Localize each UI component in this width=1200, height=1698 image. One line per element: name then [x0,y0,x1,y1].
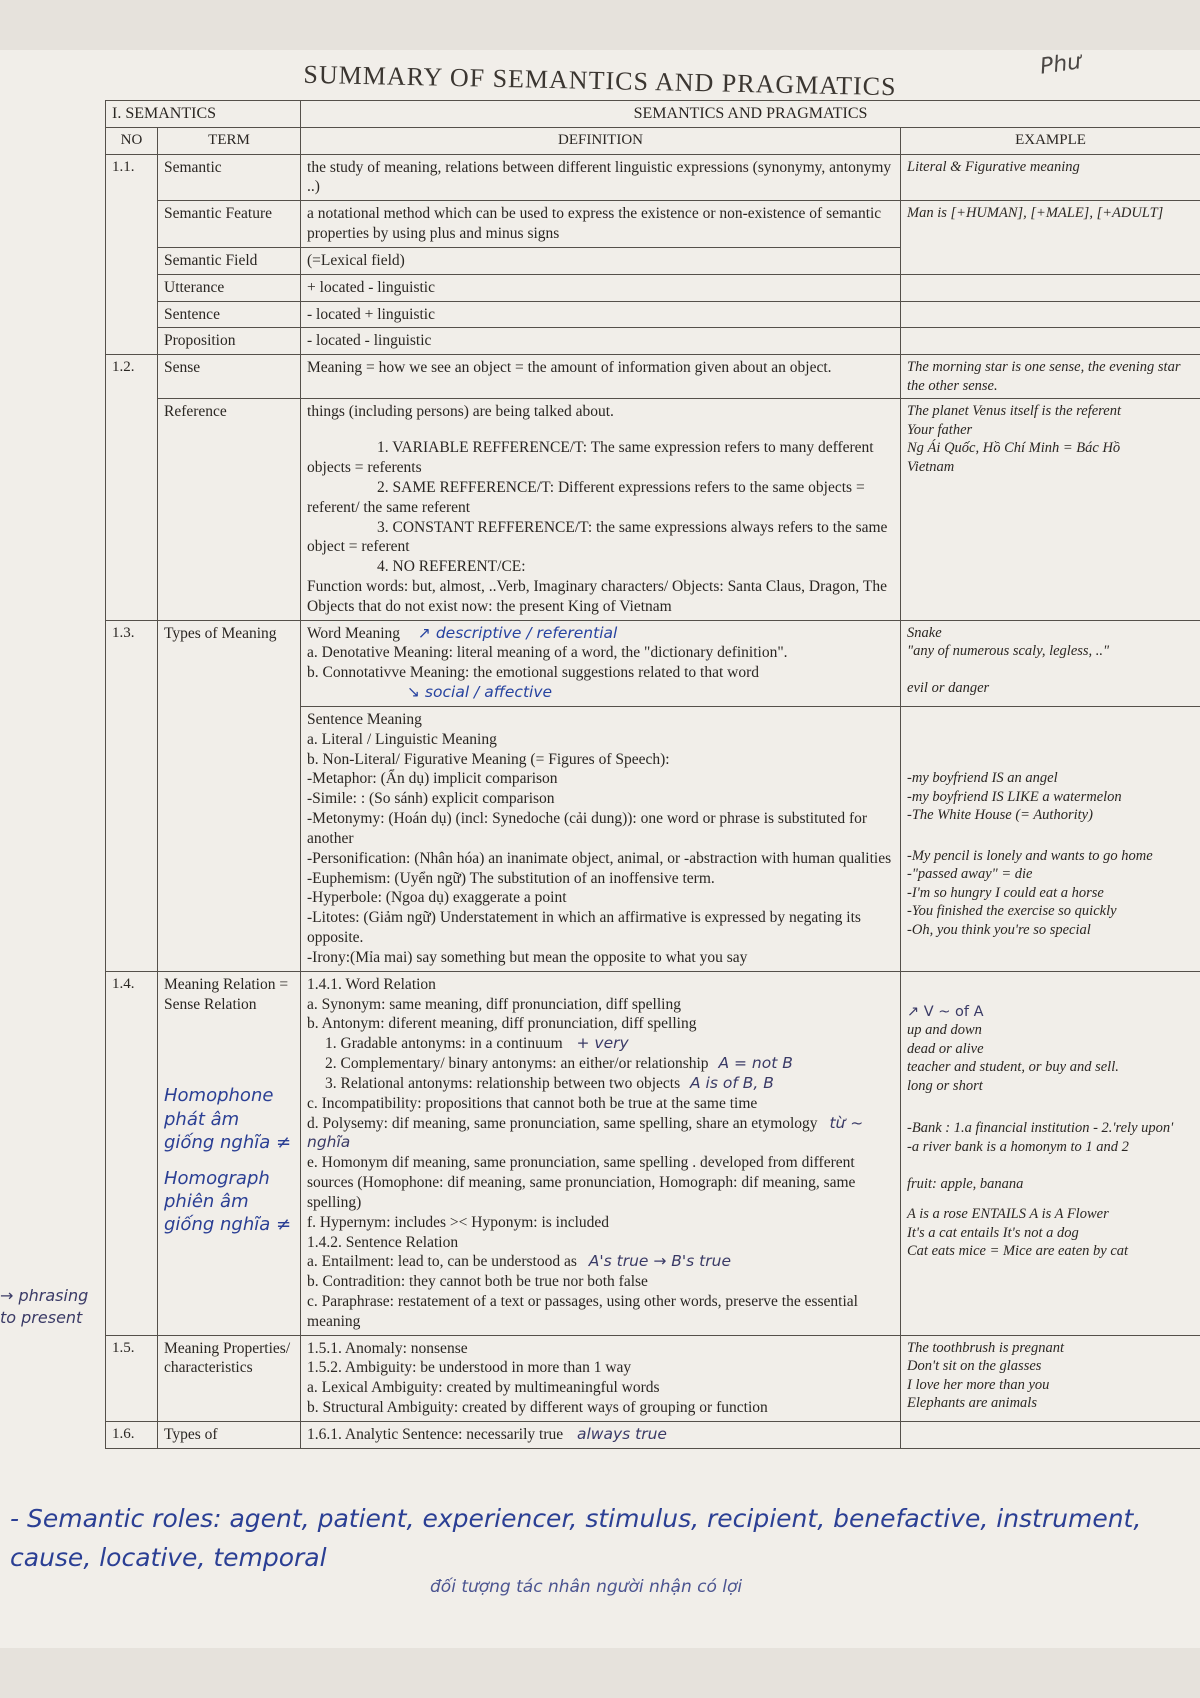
example-line: -Oh, you think you're so special [907,921,1091,938]
example-line: -my boyfriend IS an angel [907,769,1058,786]
table-row [106,154,1200,201]
definition-line: -Litotes: (Giảm ngữ) Understatement in which an affirmative is expressed by negating its opposite. [307,909,861,947]
definition-line: -Simile: : (So sánh) explicit comparison [307,790,555,808]
polysemy-text: d. Polysemy: dif meaning, same pronunciation, same spelling, share an etymology [307,1114,818,1132]
definition-line: c. Incompatibility: propositions that cannot both be true at the same time [307,1094,758,1112]
row-no: 1.1. [106,154,158,355]
term: Semantic [158,154,301,201]
row-no: 1.4. [106,971,158,1335]
header-definition: DEFINITION [301,128,901,154]
entail-text: a. Entailment: lead to, can be understood as [307,1253,577,1271]
definition: Meaning = how we see an object = the amount of information given about an object. [301,355,901,399]
handwritten-note: ↘ social / affective [407,683,553,702]
semantics-table [105,100,1200,1449]
term: Sentence [158,301,301,328]
handwritten-note: + very [576,1034,629,1053]
example-line: teacher and student, or buy and sell. [907,1059,1119,1076]
definition-line [307,1054,894,1074]
semantic-roles-translation: đối tượng tác nhân người nhận có lợi [430,1576,743,1597]
definition [301,1421,901,1448]
handwritten-note: A's true → B's true [588,1252,731,1271]
word-meaning-label: Word Meaning [307,624,401,642]
term: Types of Meaning [158,620,301,971]
definition-line [307,1252,894,1272]
definition-line: a. Synonym: same meaning, diff pronunciation, diff spelling [307,995,681,1013]
margin-handwritten-note: → phrasing to present [0,1286,89,1328]
definition-line: 1.5.1. Anomaly: nonsense [307,1339,468,1357]
definition-line: -Euphemism: (Uyển ngữ) The substitution of an inoffensive term. [307,869,715,887]
example-line: I love her more than you [907,1376,1050,1393]
section-heading: SEMANTICS AND PRAGMATICS [301,101,1200,128]
handwritten-note: ↗ V ~ of A [907,1003,984,1020]
example-line: -Bank : 1.a financial institution - 2.'rely upon' [907,1120,1174,1137]
table-row [106,328,1200,355]
handwritten-note: A = not B [718,1054,793,1073]
example-line: -The White House (= Authority) [907,807,1093,824]
definition-line: a. Denotative Meaning: literal meaning of a word, the "dictionary definition". [307,644,788,662]
example-line: Snake [907,624,942,641]
example [901,1335,1200,1421]
definition [301,706,901,971]
table-row [106,1421,1200,1448]
handwritten-note: A is of B, B [690,1073,774,1092]
example: The morning star is one sense, the evening star the other sense. [901,355,1200,399]
definition-line: b. Non-Literal/ Figurative Meaning (= Figures of Speech): [307,750,670,768]
term: Utterance [158,274,301,301]
term: Proposition [158,328,301,355]
complementary-text: 2. Complementary/ binary antonyms: an either/or relationship [325,1055,709,1073]
example-line: Elephants are animals [907,1395,1037,1412]
definition-line: 1.5.2. Ambiguity: be understood in more than 1 way [307,1359,632,1377]
example [901,301,1200,328]
example-line: -I'm so hungry I could eat a horse [907,884,1104,901]
section-row [106,101,1200,128]
example-line: -My pencil is lonely and wants to go home [907,847,1153,864]
example-line: It's a cat entails It's not a dog [907,1224,1079,1241]
definition: - located - linguistic [301,328,901,355]
definition-line: f. Hypernym: includes >< Hyponym: is included [307,1213,610,1231]
example [901,620,1200,706]
header-example: EXAMPLE [901,128,1200,154]
signature: Phư [1038,49,1083,80]
example-line: long or short [907,1077,983,1094]
row-no: 1.5. [106,1335,158,1421]
definition-line [307,1074,894,1094]
row-no: 1.3. [106,620,158,971]
definition-line: e. Homonym dif meaning, same pronunciation, same spelling . developed from different sources (Homophone: dif meaning, same pronunciation, Homograph: dif meaning, same spelling) [307,1154,856,1211]
example-line: A is a rose ENTAILS A is A Flower [907,1206,1109,1223]
definition-line: things (including persons) are being talked about. [307,403,614,421]
term: Meaning Properties/ characteristics [158,1335,301,1421]
example: Man is [+HUMAN], [+MALE], [+ADULT] [901,201,1200,274]
definition: - located + linguistic [301,301,901,328]
table-row [106,1335,1200,1421]
table-row [106,971,1200,1335]
definition: + located - linguistic [301,274,901,301]
semantic-roles-note: - Semantic roles: agent, patient, experiencer, stimulus, recipient, benefactive, instrument, cause, locative, temporal [10,1504,1142,1572]
definition-line: a. Literal / Linguistic Meaning [307,730,497,748]
example-line: Cat eats mice = Mice are eaten by cat [907,1243,1129,1260]
analytic-text: 1.6.1. Analytic Sentence: necessarily true [307,1425,564,1443]
table-row [106,301,1200,328]
row-no: 1.6. [106,1421,158,1448]
definition-line: Sentence Meaning [307,710,422,728]
example-line: -a river bank is a homonym to 1 and 2 [907,1139,1129,1156]
definition-line: 1.4.1. Word Relation [307,975,436,993]
example-line: -"passed away" = die [907,866,1033,883]
table-row [106,201,1200,248]
definition: the study of meaning, relations between different linguistic expressions (synonymy, antonymy ..) [301,154,901,201]
example-line: up and down [907,1022,982,1039]
definition-line: Function words: but, almost, ..Verb, Imaginary characters/ Objects: Santa Claus, Dragon, The Objects that do not exist now: the present King of Vietnam [307,578,887,615]
example [901,399,1200,620]
definition: (=Lexical field) [301,247,901,274]
definition-line: 2. SAME REFFERENCE/T: Different expressions refers to the same objects = referent/ the same referent [307,478,865,516]
table-row [106,399,1200,620]
term: Sense [158,355,301,399]
example-line: The planet Venus itself is the referent [907,403,1121,420]
definition-line: a. Lexical Ambiguity: created by multimeaningful words [307,1379,660,1397]
header-row [106,128,1200,154]
example-line: Don't sit on the glasses [907,1358,1042,1375]
example [901,706,1200,971]
definition [301,399,901,620]
term: Reference [158,399,301,620]
definition [301,971,901,1335]
definition: a notational method which can be used to express the existence or non-existence of semantic properties by using plus and minus signs [301,201,901,248]
example-line: Vietnam [907,459,955,476]
bottom-handwritten-note [10,1500,1195,1596]
definition-line: b. Antonym: diferent meaning, diff pronunciation, diff spelling [307,1015,697,1033]
definition-line: c. Paraphrase: restatement of a text or passages, using other words, preserve the essential meaning [307,1292,858,1330]
term: Types of [158,1421,301,1448]
example-line: "any of numerous scaly, legless, .." [907,643,1110,660]
header-term: TERM [158,128,301,154]
row-no: 1.2. [106,355,158,620]
definition-line: b. Contradition: they cannot both be true nor both false [307,1273,648,1291]
example [901,971,1200,1335]
handwritten-note: Homophone phát âm giống nghĩa ≠ [164,1085,292,1154]
document-title: SUMMARY OF SEMANTICS AND PRAGMATICS [303,59,897,102]
example [901,328,1200,355]
definition-line: 4. NO REFERENT/CE: [377,558,526,576]
example-line: dead or alive [907,1040,984,1057]
example-line: fruit: apple, banana [907,1175,1024,1192]
definition-line [307,1114,894,1154]
example [901,274,1200,301]
example-line: -my boyfriend IS LIKE a watermelon [907,788,1122,805]
example: Literal & Figurative meaning [901,154,1200,201]
definition-line: -Metonymy: (Hoán dụ) (incl: Synedoche (cải dung)): one word or phrase is substituted for another [307,810,868,847]
table-row [106,620,1200,706]
definition-line: 1. VARIABLE REFFERENCE/T: The same expression refers to many defferent objects = referents [307,439,874,477]
example [901,1421,1200,1448]
term: Semantic Field [158,247,301,274]
example-line: -You finished the exercise so quickly [907,903,1117,920]
table-row [106,355,1200,399]
term: Semantic Feature [158,201,301,248]
definition-line: b. Structural Ambiguity: created by different ways of grouping or function [307,1399,768,1417]
header-no: NO [106,128,158,154]
definition-line [307,624,894,644]
definition-line: -Hyperbole: (Ngoa dụ) exaggerate a point [307,889,567,907]
example-line: evil or danger [907,679,990,696]
definition-line [307,1034,894,1054]
definition-line: b. Connotativve Meaning: the emotional suggestions related to that word [307,664,760,682]
example-line: Ng Ái Quốc, Hồ Chí Minh = Bác Hồ [907,440,1121,457]
term-label: Meaning Relation = Sense Relation [164,975,289,1013]
relational-text: 3. Relational antonyms: relationship between two objects [325,1074,681,1092]
table-row [106,274,1200,301]
gradable-text: 1. Gradable antonyms: in a continuum [325,1035,563,1053]
section-label: I. SEMANTICS [106,101,301,128]
definition-line: 1.4.2. Sentence Relation [307,1233,459,1251]
handwritten-note: ↗ descriptive / referential [417,623,618,642]
definition [301,1335,901,1421]
definition-line: -Personification: (Nhân hóa) an inanimate object, animal, or -abstraction with human qualities [307,849,892,867]
definition-line: 3. CONSTANT REFFERENCE/T: the same expressions always refers to the same object = referent [307,518,888,556]
handwritten-note: Homograph phiên âm giống nghĩa ≠ [164,1167,292,1236]
example-line: Your father [907,421,973,438]
example-line: The toothbrush is pregnant [907,1339,1064,1356]
handwritten-note: always true [577,1424,667,1443]
definition [301,620,901,706]
term [158,971,301,1335]
definition-line: -Metaphor: (Ẩn dụ) implicit comparison [307,770,558,788]
definition-line: -Irony:(Mỉa mai) say something but mean the opposite to what you say [307,948,748,966]
handwritten-note: từ ~ nghĩa [307,1113,864,1152]
